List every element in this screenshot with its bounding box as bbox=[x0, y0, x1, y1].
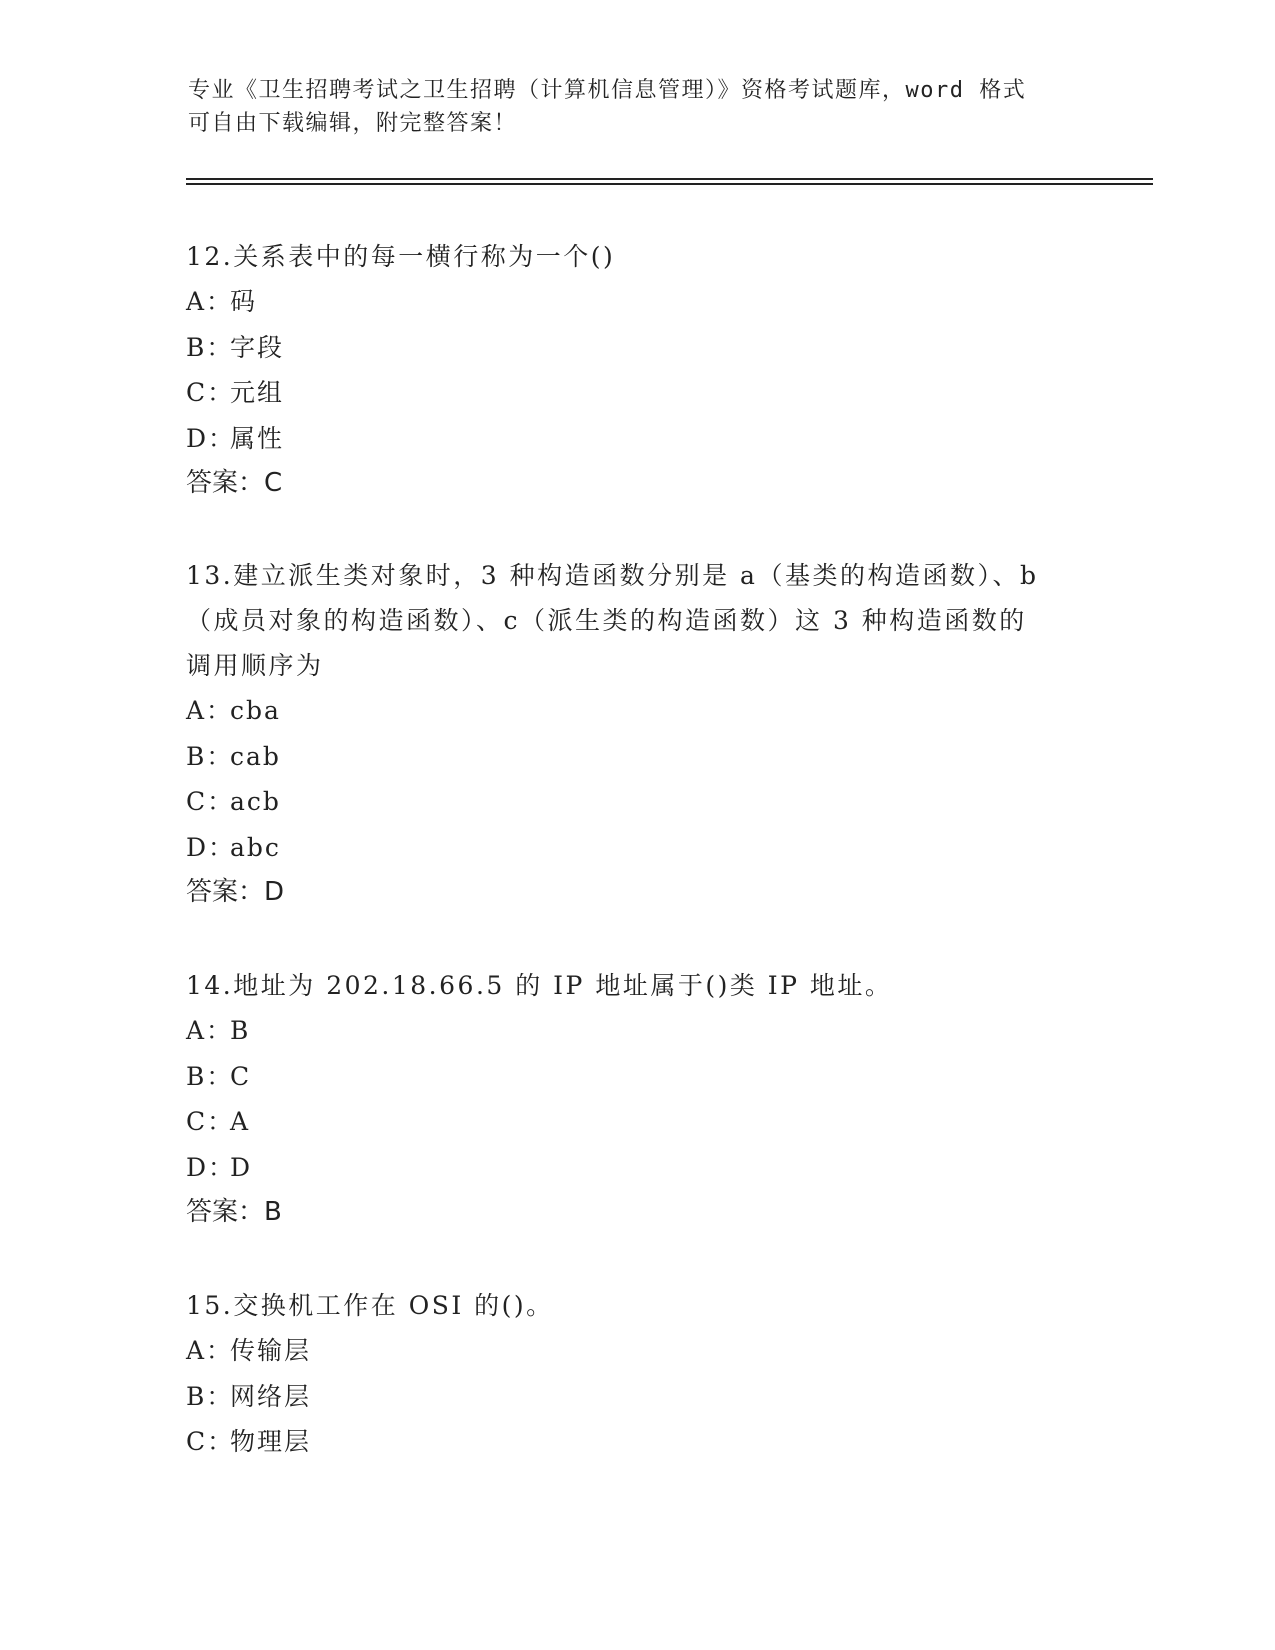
option-d: D：D bbox=[186, 1152, 253, 1182]
header-divider-bottom bbox=[186, 183, 1153, 185]
option-b: B：字段 bbox=[186, 332, 285, 362]
option-a: A：cba bbox=[186, 696, 281, 725]
question-14 bbox=[186, 963, 1086, 1235]
question-stem: 14.地址为 202.18.66.5 的 IP 地址属于()类 IP 地址。 bbox=[186, 971, 893, 1000]
header-line-2: 可自由下载编辑，附完整答案！ bbox=[188, 111, 518, 136]
option-a: A：传输层 bbox=[186, 1336, 312, 1365]
question-stem-line-3: 调用顺序为 bbox=[186, 651, 324, 680]
option-c: C：物理层 bbox=[186, 1427, 312, 1456]
question-stem-line-1: 13.建立派生类对象时，3 种构造函数分别是 a（基类的构造函数）、b bbox=[186, 561, 1039, 590]
question-stem-line-2: （成员对象的构造函数）、c（派生类的构造函数）这 3 种构造函数的 bbox=[186, 606, 1027, 635]
question-stem: 15.交换机工作在 OSI 的()。 bbox=[186, 1291, 554, 1320]
question-15 bbox=[186, 1283, 1086, 1465]
option-a: A：B bbox=[186, 1016, 251, 1045]
option-b: B：C bbox=[186, 1061, 252, 1091]
option-d: D：属性 bbox=[186, 423, 285, 453]
header-line-1: 专业《卫生招聘考试之卫生招聘（计算机信息管理）》资格考试题库，word 格式 bbox=[188, 78, 1027, 103]
option-b: B：cab bbox=[186, 741, 281, 771]
answer: 答案：D bbox=[186, 877, 285, 907]
answer: 答案：B bbox=[186, 1197, 282, 1227]
option-a: A：码 bbox=[186, 287, 258, 316]
question-12 bbox=[186, 234, 1086, 506]
option-b: B：网络层 bbox=[186, 1381, 312, 1411]
question-13 bbox=[186, 553, 1086, 915]
option-c: C：元组 bbox=[186, 378, 285, 407]
option-c: C：acb bbox=[186, 787, 281, 816]
option-c: C：A bbox=[186, 1107, 251, 1136]
document-header bbox=[188, 74, 1088, 140]
answer: 答案：C bbox=[186, 468, 283, 498]
header-divider-top bbox=[186, 178, 1153, 180]
option-d: D：abc bbox=[186, 832, 281, 862]
question-stem: 12.关系表中的每一横行称为一个() bbox=[186, 242, 616, 271]
